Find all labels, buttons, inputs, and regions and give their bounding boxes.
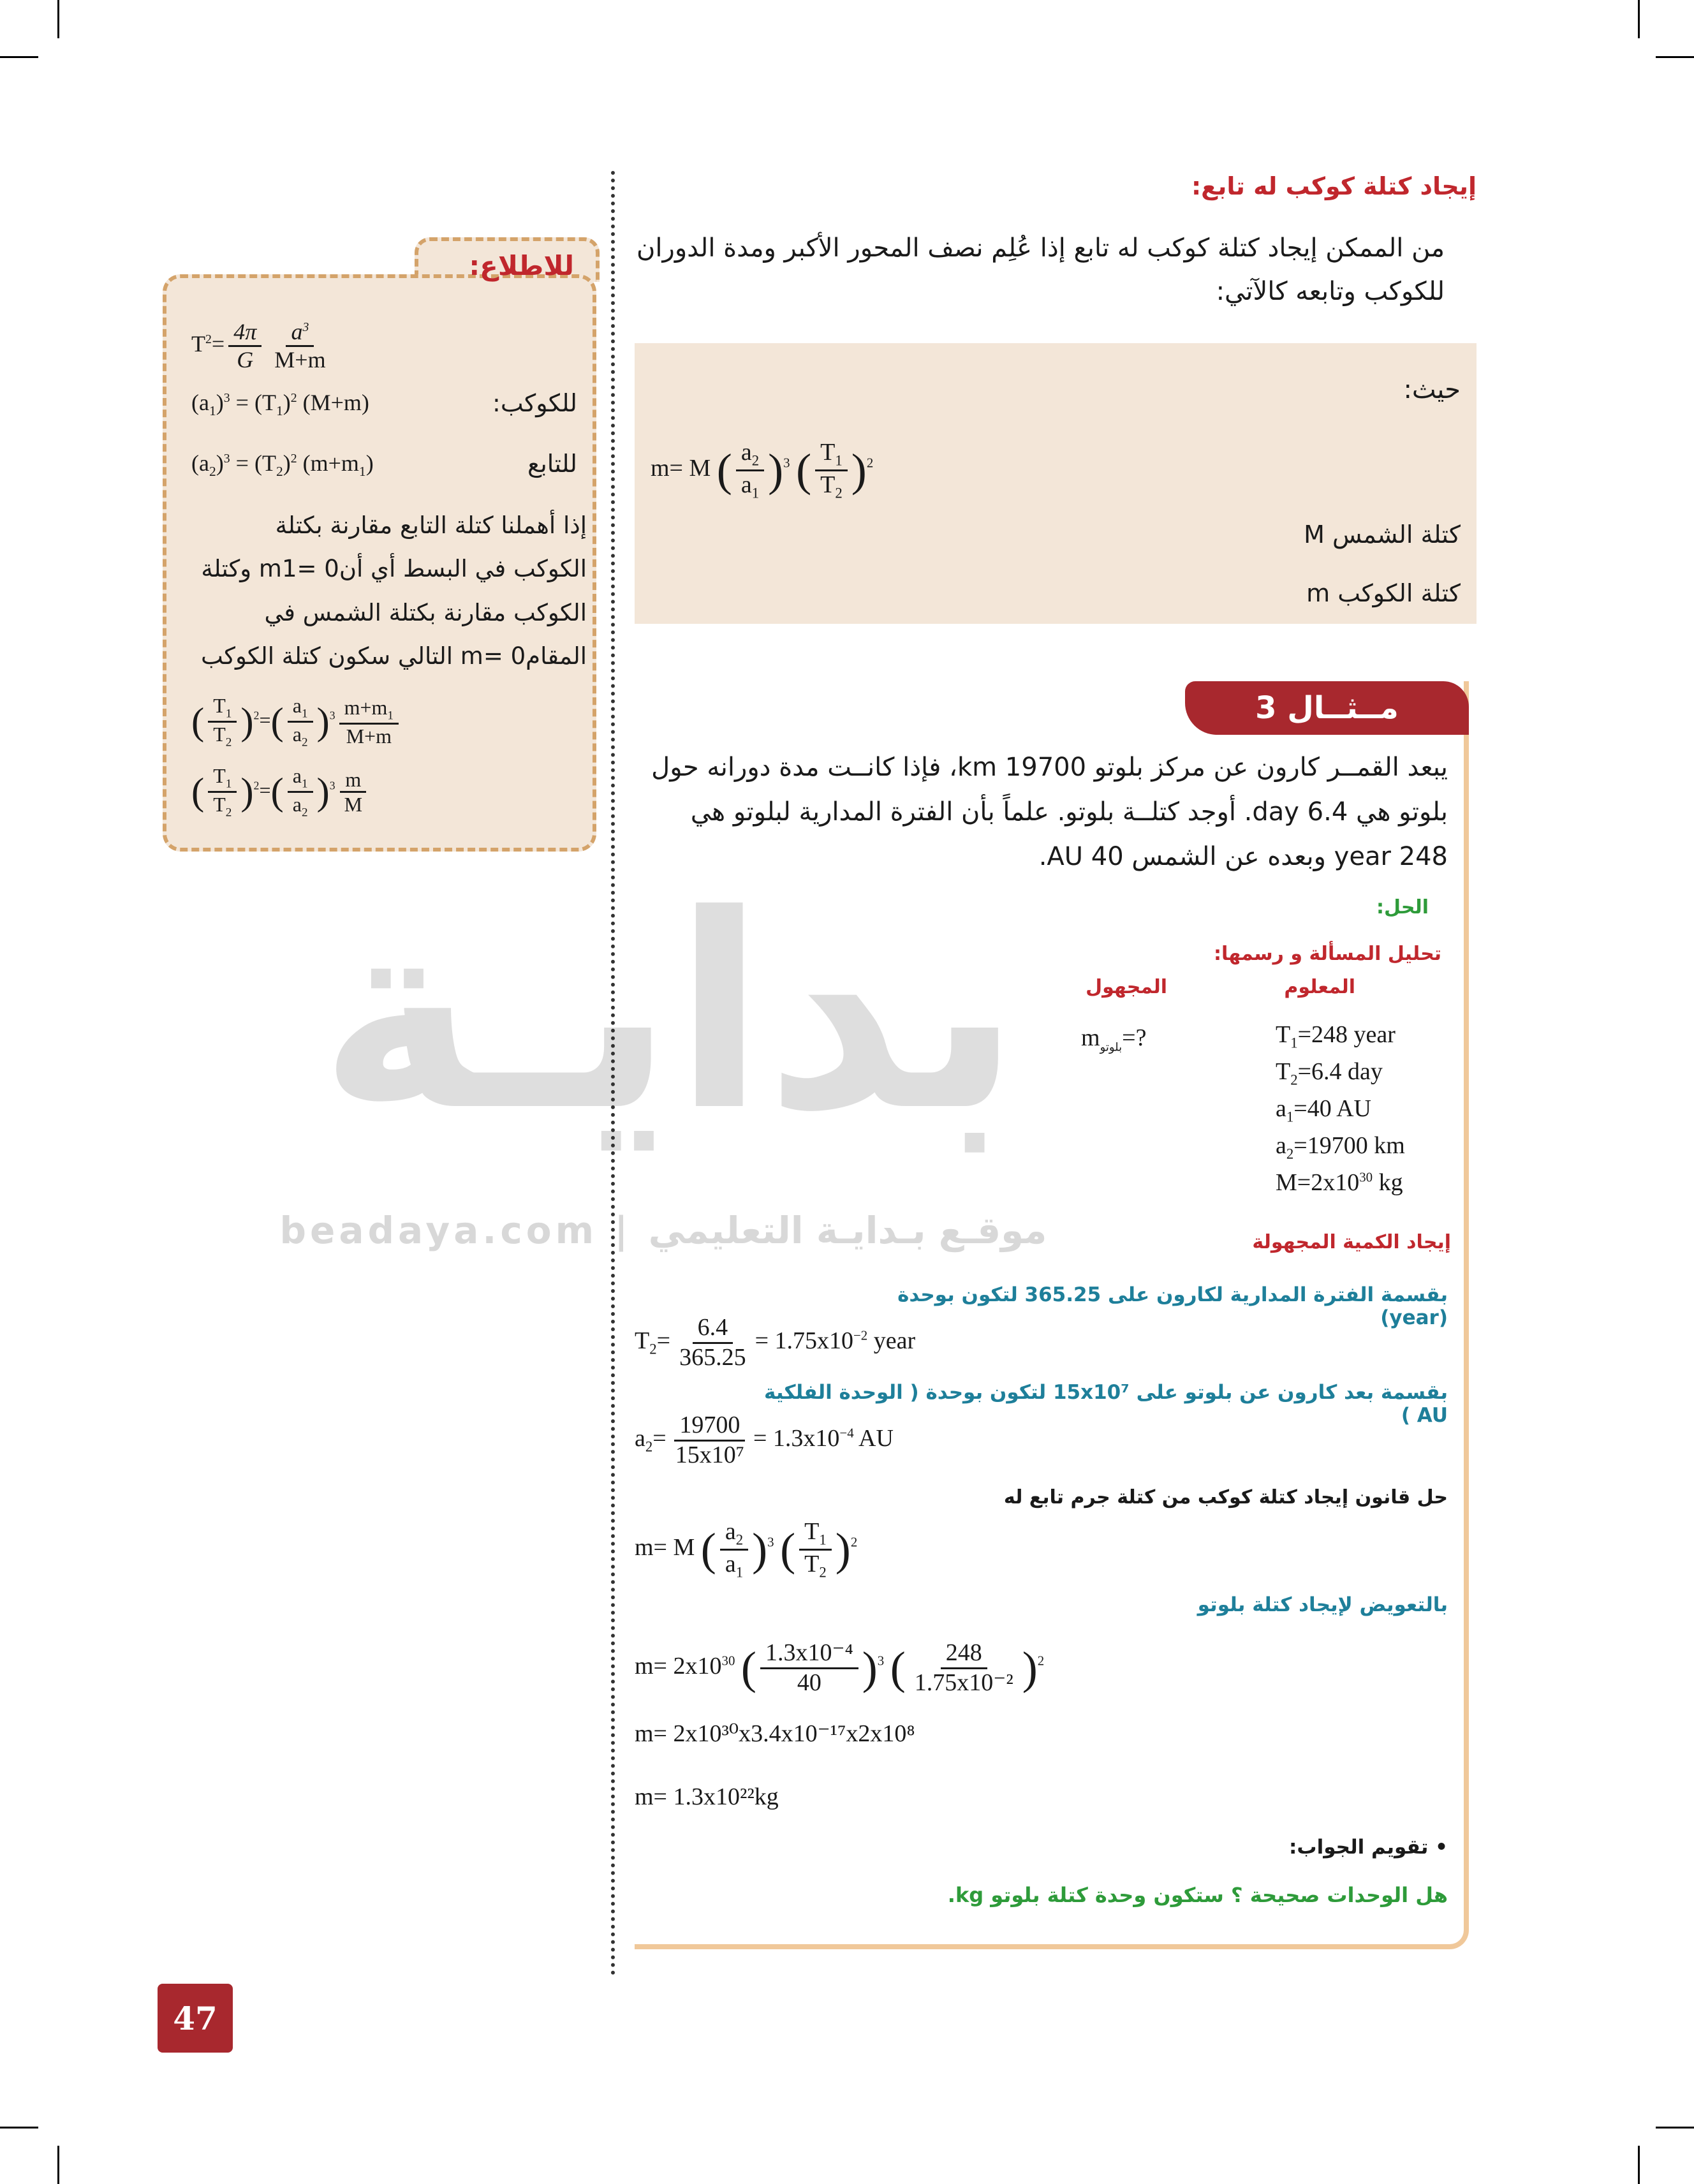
formula-lhs: m= M — [651, 455, 711, 482]
known-item: $M=2x10^{30}$ kg — [1276, 1169, 1403, 1196]
known-item: $a_1=40$ AU — [1276, 1095, 1371, 1125]
planet-equation: $(a_1)^3 = (T_1)^2$ (M+m) — [191, 390, 369, 419]
step3-equation: m= M ( $\frac{a_2}{a_1}$ )$^3$ ( $\frac{T_1}{T_2}$ )$^2$ — [635, 1518, 858, 1581]
sidebar-paragraph: إذا أهملنا كتلة التابع مقارنة بكتلة الكوكب في البسط أي أن0 =m1 وكتلة الكوكب مقارنة بكتلة الشمس في المقام0 =m التالي سكون كتلة الكوكب — [201, 512, 587, 670]
formula-panel — [635, 343, 1477, 624]
where-label: حيث: — [1403, 375, 1461, 404]
known-item: $T_1=248$ year — [1276, 1021, 1396, 1051]
evaluate-label: • تقويم الجواب: — [1289, 1836, 1448, 1859]
planet-mass-label: كتلة الكوكب m — [1306, 579, 1461, 607]
pluto-mass-formula: m= M ( $\frac{a_2}{a_1}$ )$^3$ ( $\frac{T_1}{T_2}$ )$^2$ — [651, 439, 874, 501]
crop-mark — [1656, 2127, 1694, 2129]
step2-equation: $a_2=$ $\frac{19700}{\text{15x10⁷}}$ = $1.3x10^{-4}$ AU — [635, 1412, 894, 1468]
evaluate-text: هل الوحدات صحيحة ؟ ستكون وحدة كتلة بلوتو kg. — [947, 1883, 1448, 1907]
kepler-third-law: $T^2=$ $\frac{4\pi}{G}$ $\frac{a^3}{M+m}$ — [191, 319, 326, 373]
step2-text: بقسمة بعد كارون عن بلوتو على 15x10⁷ لتكون بوحدة ( الوحدة الفلكية AU ) — [764, 1381, 1448, 1427]
step1-text: بقسمة الفترة المدارية لكارون على 365.25 لتكون بوحدة (year) — [897, 1283, 1448, 1329]
result-line-3: m= 1.3x10²²kg — [635, 1783, 779, 1810]
step3-text: حل قانون إيجاد كتلة كوكب من كتلة جرم تابع له — [1003, 1486, 1448, 1509]
crop-mark — [1656, 56, 1694, 58]
section-heading: إيجاد كتلة كوكب له تابع: — [1191, 172, 1477, 200]
step4-text: بالتعويض لإيجاد كتلة بلوتو — [1197, 1593, 1448, 1616]
intro-paragraph: من الممكن إيجاد كتلة كوكب له تابع إذا عُلِم نصف المحور الأكبر ومدة الدوران للكوكب وتابعه كالآتي: — [637, 233, 1445, 306]
moon-equation: $(a_2)^3 = (T_2)^2$ $(m+m_1)$ — [191, 450, 374, 480]
moon-label: للتابع — [527, 450, 577, 478]
sidebar-title: للاطلاع: — [469, 250, 574, 281]
crop-mark — [57, 2146, 59, 2184]
crop-mark — [1638, 2146, 1640, 2184]
column-divider — [611, 171, 615, 1976]
example-banner: مــثــال 3 — [1185, 681, 1469, 735]
watermark-site: beadaya.com | موقـع بـدايـة التعليمي — [279, 1209, 1047, 1252]
bullet-icon: • — [1428, 1836, 1448, 1859]
known-label: المعلوم — [1284, 976, 1355, 998]
crop-mark — [0, 2127, 38, 2129]
result-line-2: m= 2x10³⁰x3.4x10⁻¹⁷x2x10⁸ — [635, 1720, 915, 1747]
unknown-value: $m_{بلوتو}=$? — [1081, 1024, 1147, 1054]
analysis-label: تحليل المسألة و رسمها: — [1214, 943, 1441, 965]
ratio-equation-2: ( $\frac{T_1}{T_2}$ )$^2$=( $\frac{a_1}{a_2}$ )$^3$ $\frac{m}{M}$ — [191, 764, 371, 820]
sun-mass-label: كتلة الشمس M — [1304, 520, 1461, 549]
known-list — [1276, 1021, 1405, 1206]
find-unknown-label: إيجاد الكمية المجهولة — [1252, 1231, 1451, 1253]
crop-mark — [1638, 0, 1640, 38]
example-problem: يبعد القمــر كارون عن مركز بلوتو 19700 km، فإذا كانــت مدة دورانه حول بلوتو هي 6.4 day. أوجد كتلــة بلوتو. علماً بأن الفترة المدارية لبلوتو هي 248 year وبعده عن الشمس 40 AU. — [651, 753, 1448, 871]
solution-label: الحل: — [1376, 896, 1429, 919]
page-number: 47 — [158, 1984, 233, 2053]
watermark-logo: بدايـة — [318, 858, 1021, 1170]
step1-equation: $T_2=$ $\frac{6.4}{365.25}$ = $1.75x10^{-2}$ year — [635, 1314, 916, 1371]
crop-mark — [0, 56, 38, 58]
unknown-label: المجهول — [1086, 976, 1167, 998]
known-item: $a_2=19700$ km — [1276, 1132, 1405, 1162]
crop-mark — [57, 0, 59, 38]
known-item: $T_2=6.4$ day — [1276, 1058, 1383, 1088]
ratio-equation-1: ( $\frac{T_1}{T_2}$ )$^2$=( $\frac{a_1}{a_2}$ )$^3$ $\frac{m+m_1}{M+m}$ — [191, 694, 402, 750]
substitution-equation: $m= 2x10^{30}$ ( $\frac{\text{1.3x10⁻⁴}}{40}$ )$^3$ ( $\frac{248}{\text{1.75x10⁻²}}$ )$^2$ — [635, 1639, 1045, 1696]
planet-label: للكوكب: — [492, 389, 577, 417]
